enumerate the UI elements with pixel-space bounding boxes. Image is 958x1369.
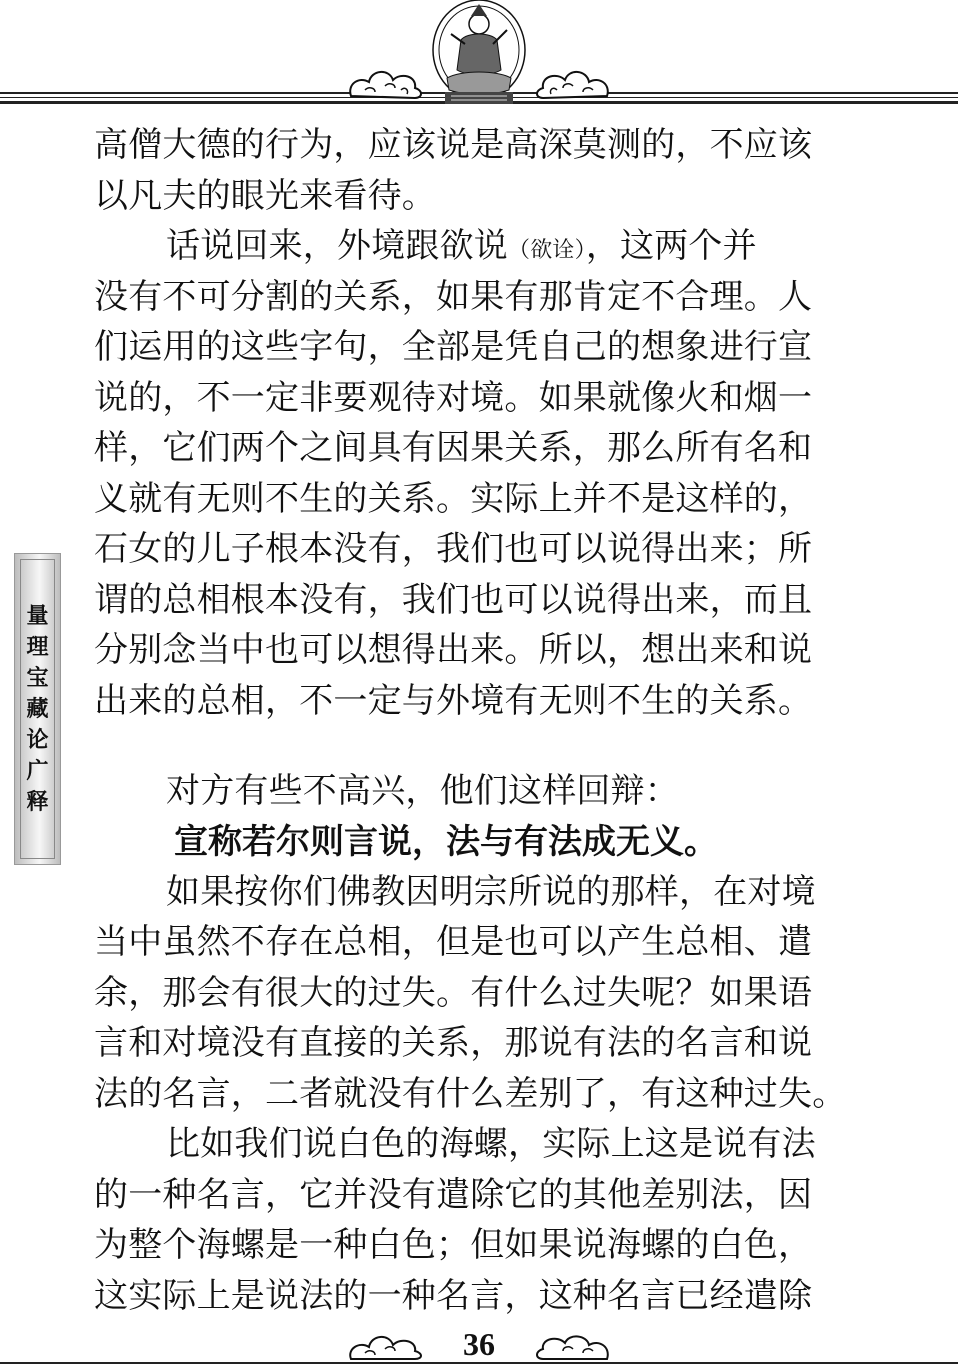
annotation-note: （欲诠） xyxy=(508,238,586,263)
text-line: 言和对境没有直接的关系，那说有法的名言和说 xyxy=(94,1023,813,1063)
side-tab-char: 广 xyxy=(26,757,49,784)
text-line: 石女的儿子根本没有，我们也可以说得出来；所 xyxy=(94,529,813,569)
text-line: 谓的总相根本没有，我们也可以说得出来，而且 xyxy=(94,579,813,620)
side-tab-char: 论 xyxy=(26,726,49,753)
page-number: 36 xyxy=(463,1326,495,1362)
text-line: 以凡夫的眼光来看待。 xyxy=(94,175,436,216)
text-line: 这实际上是说法的一种名言，这种名言已经遣除 xyxy=(94,1275,813,1316)
text-line: 比如我们说白色的海螺，实际上这是说有法 xyxy=(166,1124,816,1164)
side-tab-char: 藏 xyxy=(26,695,49,722)
text-line: 们运用的这些字句，全部是凭自己的想象进行宣 xyxy=(94,327,813,367)
text-line: 为整个海螺是一种白色；但如果说海螺的白色， xyxy=(94,1225,813,1265)
text-line: 当中虽然不存在总相，但是也可以产生总相、遣 xyxy=(94,922,813,962)
verse-line: 宣称若尔则言说，法与有法成无义。 xyxy=(174,822,718,861)
text-line: 没有不可分割的关系，如果有那肯定不合理。人 xyxy=(94,276,813,317)
side-tab-char: 宝 xyxy=(26,664,49,691)
text-line: 对方有些不高兴，他们这样回辩： xyxy=(166,771,679,811)
text-span: 话说回来，外境跟欲说 xyxy=(166,226,508,266)
text-line: 样，它们两个之间具有因果关系，那么所有名和 xyxy=(94,428,813,468)
paragraph-gap xyxy=(94,726,858,766)
deity-figure-icon xyxy=(431,0,527,106)
text-span: ，这两个并 xyxy=(585,226,757,266)
text-line: 义就有无则不生的关系。实际上并不是这样的， xyxy=(94,478,813,519)
text-line: 出来的总相，不一定与外境有无则不生的关系。 xyxy=(94,680,813,721)
text-line: 高僧大德的行为，应该说是高深莫测的，不应该 xyxy=(94,125,813,165)
side-tab-char: 理 xyxy=(26,633,49,660)
body-text xyxy=(94,120,858,1321)
text-line: 说的，不一定非要观待对境。如果就像火和烟一 xyxy=(94,377,813,418)
side-tab-book-title xyxy=(14,553,61,865)
side-tab-char: 释 xyxy=(26,788,49,815)
text-line: 余，那会有很大的过失。有什么过失呢？如果语 xyxy=(94,972,813,1013)
text-line: 的一种名言，它并没有遣除它的其他差别法，因 xyxy=(94,1174,813,1215)
text-line: 分别念当中也可以想得出来。所以，想出来和说 xyxy=(94,630,813,670)
text-line: 法的名言，二者就没有什么差别了，有这种过失。 xyxy=(94,1073,847,1114)
text-line: 如果按你们佛教因明宗所说的那样，在对境 xyxy=(166,871,816,912)
side-tab-frame xyxy=(20,559,55,859)
paragraph-first-line xyxy=(94,221,858,272)
auspicious-cloud-icon xyxy=(345,66,425,102)
side-tab-char: 量 xyxy=(26,602,49,629)
auspicious-cloud-icon xyxy=(533,66,613,102)
